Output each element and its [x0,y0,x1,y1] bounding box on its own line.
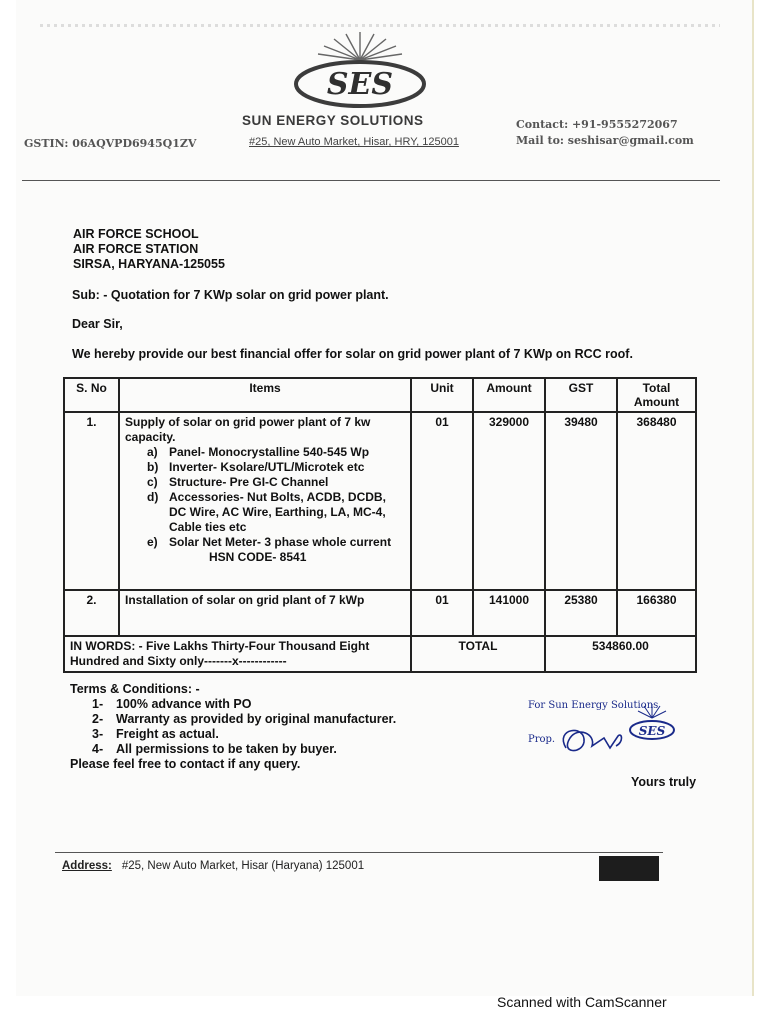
stamp-firm-name: For Sun Energy Solutions [528,700,659,711]
term-text: Warranty as provided by original manufacturer. [116,712,397,726]
company-logo [290,30,430,114]
handwritten-signature [563,731,621,751]
table-row [64,590,696,636]
recipient-line: AIR FORCE STATION [73,242,199,256]
list-item [70,712,396,727]
cell-total: 368480 [617,412,696,590]
subitem-text: Accessories- Nut Bolts, ACDB, DCDB, DC Wire, AC Wire, Earthing, LA, MC-4, Cable ties etc [169,490,386,534]
gstin: GSTIN: 06AQVPD6945Q1ZV [24,137,197,150]
subitem-label: e) [147,535,158,549]
cell-sno: 2. [64,590,119,636]
contact-block [516,117,694,149]
subitem-text: Inverter- Ksolare/UTL/Microtek etc [169,460,365,474]
quotation-table [63,377,697,673]
subitem-text: Structure- Pre GI-C Channel [169,475,329,489]
col-header-unit: Unit [411,378,473,412]
contact-email: Mail to: seshisar@gmail.com [516,134,694,147]
subitem-label: d) [147,490,159,504]
col-header-sno: S. No [64,378,119,412]
list-item [147,460,405,475]
sign-off: Yours truly [631,775,697,789]
col-header-amount: Amount [473,378,545,412]
term-text: Freight as actual. [116,727,219,741]
subject-line: Sub: - Quotation for 7 KWp solar on grid power plant. [72,288,389,302]
cell-unit: 01 [411,412,473,590]
footer-address [62,860,364,872]
hsn-code: HSN CODE- 8541 [209,550,307,564]
list-item [147,445,405,460]
terms-closing: Please feel free to contact if any query. [70,757,301,771]
list-item [70,727,396,742]
cell-unit: 01 [411,590,473,636]
term-number: 2- [92,712,104,726]
cell-sno: 1. [64,412,119,590]
scan-artifact [40,24,720,27]
item-subitems [125,445,405,550]
term-number: 4- [92,742,104,756]
terms-title: Terms & Conditions: - [70,682,200,696]
cell-amount: 329000 [473,412,545,590]
scanner-watermark: Scanned with CamScanner [497,994,667,1010]
subitem-label: c) [147,475,158,489]
footer-address-label: Address: [62,860,112,872]
recipient-line: SIRSA, HARYANA-125055 [73,257,225,271]
stamp-prop-label: Prop. [528,734,556,745]
footer-address-text: #25, New Auto Market, Hisar (Haryana) 125001 [121,860,365,872]
stamp-logo-text: SES [638,724,666,738]
cell-total: 166380 [617,590,696,636]
subitem-text: Panel- Monocrystalline 540-545 Wp [169,445,370,459]
recipient-address [73,227,225,272]
amount-in-words: IN WORDS: - Five Lakhs Thirty-Four Thousand Eight Hundred and Sixty only-------x------------ [64,636,411,672]
item-description: Supply of solar on grid power plant of 7 kw capacity. [125,415,371,444]
subitem-text: Solar Net Meter- 3 phase whole current [169,535,392,549]
header-divider [22,180,720,181]
footer-divider [55,852,663,853]
term-number: 3- [92,727,104,741]
table-total-row [64,636,696,672]
table-row [64,412,696,590]
cell-amount: 141000 [473,590,545,636]
cell-items: Installation of solar on grid plant of 7 kWp [119,590,411,636]
company-name: SUN ENERGY SOLUTIONS [242,113,424,128]
total-value: 534860.00 [545,636,696,672]
list-item [147,535,405,550]
company-address: #25, New Auto Market, Hisar, HRY, 125001 [249,136,459,148]
col-header-items: Items [119,378,411,412]
intro-paragraph: We hereby provide our best financial offer for solar on grid power plant of 7 KWp on RCC roof. [72,347,633,361]
subitem-label: b) [147,460,159,474]
list-item [147,490,405,535]
list-item [147,475,405,490]
total-label: TOTAL [411,636,545,672]
contact-phone: Contact: +91-9555272067 [516,118,678,131]
col-header-gst: GST [545,378,617,412]
list-item [70,697,396,712]
subitem-label: a) [147,445,158,459]
recipient-line: AIR FORCE SCHOOL [73,227,199,241]
cell-gst: 39480 [545,412,617,590]
terms-conditions [70,682,396,772]
greeting: Dear Sir, [72,317,123,331]
table-header-row [64,378,696,412]
cell-items [119,412,411,590]
term-number: 1- [92,697,104,711]
term-text: All permissions to be taken by buyer. [116,742,337,756]
list-item [70,742,396,757]
col-header-total: Total Amount [617,378,696,412]
cell-gst: 25380 [545,590,617,636]
redaction-box [599,856,659,881]
term-text: 100% advance with PO [116,697,252,711]
logo-text: SES [326,67,394,102]
